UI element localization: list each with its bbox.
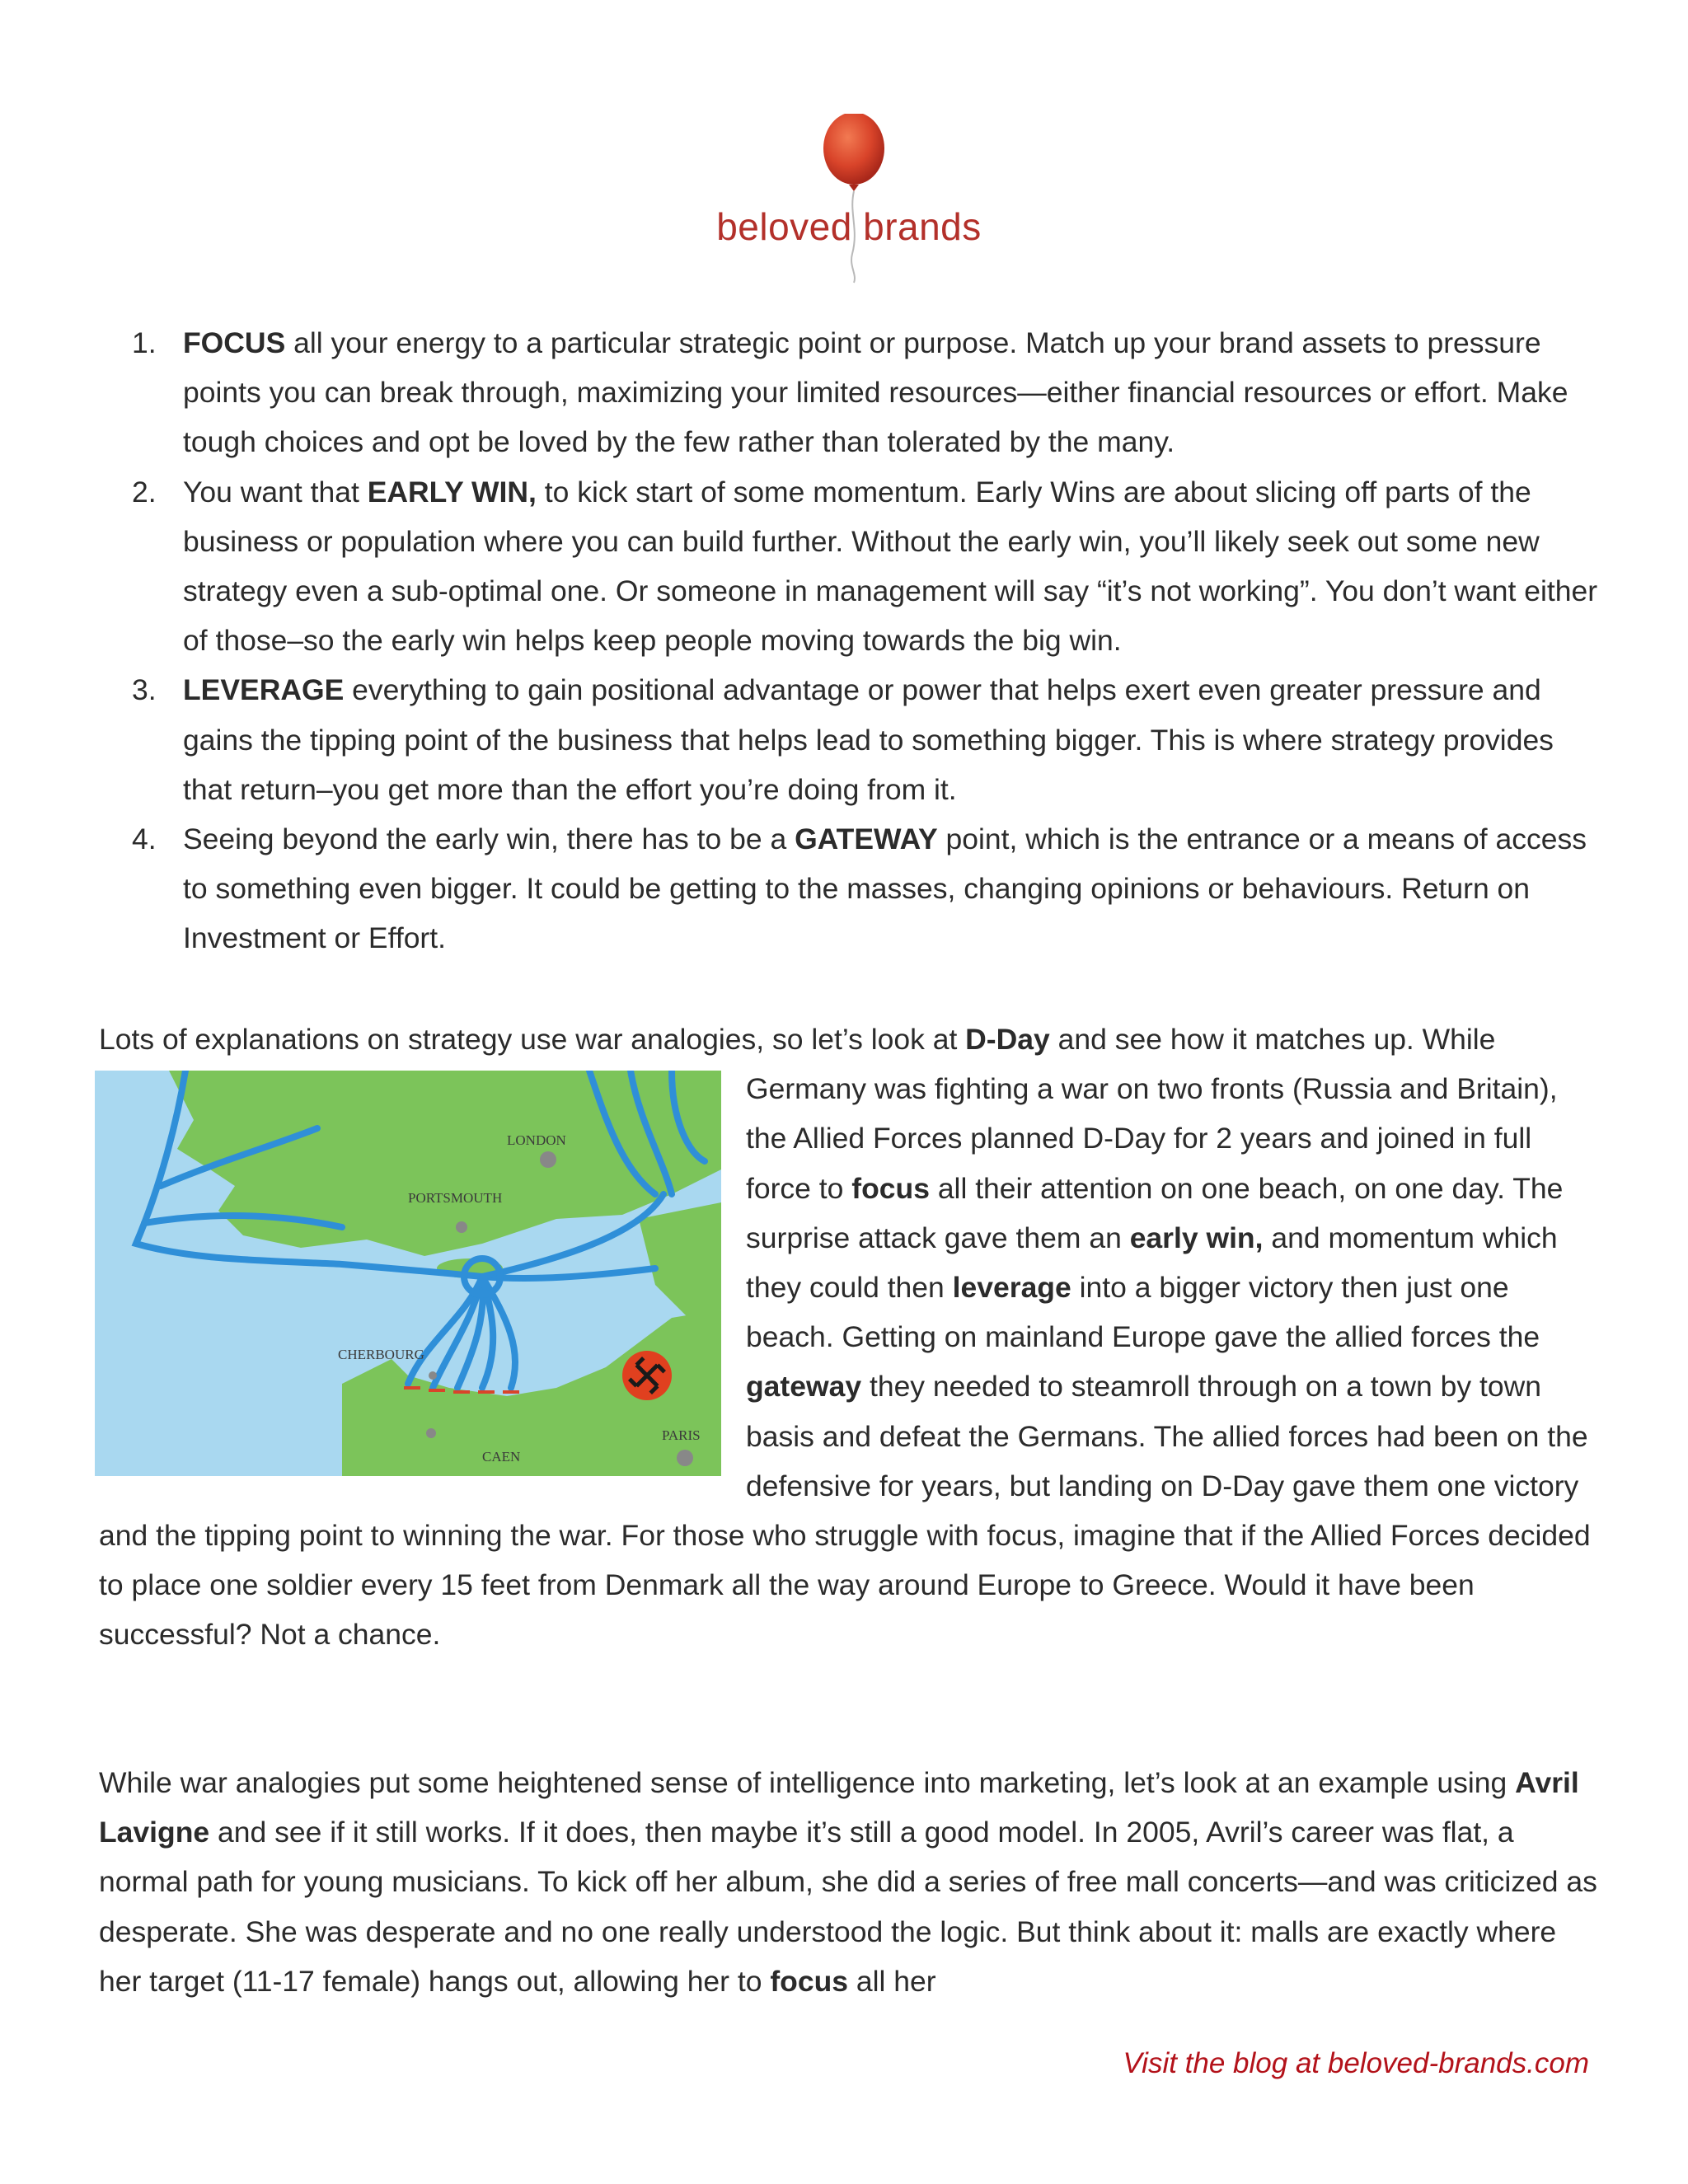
channel-island bbox=[351, 1394, 374, 1406]
list-item: 2. You want that EARLY WIN, to kick start of some momentum. Early Wins are about slicing off parts of the business or population where you can build further. Without the early win, you’ll likely seek out some new strategy even a sub-optimal one. Or someone in management will say “it’s not working”. You don’t want either of those–so the early win helps keep people moving towards the big win. bbox=[132, 475, 1598, 658]
blog-link[interactable]: Visit the blog at beloved-brands.com bbox=[1123, 2047, 1589, 2079]
dday-paragraph: Lots of explanations on strategy use war analogies, so let’s look at D-Day and see how it matches up. While LONDON PORTSMOUTH CHERBOURG CAEN PARIS Germany was fighting a war on two fronts (Russia and Britain), the Allied Forces planned D-Day for 2 years and joined in full force to focus all their attention on one beach, on one day. The surprise attack gave them an early win, and momentum which they could then leverage into a bigger victory then just one beach. Getting on mainland Europe gave the allied forces the gateway they needed to steamroll through on a town by town basis and defeat the Germans. The allied forces had been on the defensive for years, but landing on D-Day gave them one victory and the tipping point to winning the war. For those who struggle with focus, imagine that if the Allied Forces decided to place one soldier every 15 feet from Denmark all the way around Europe to Greece. Would it have been successful? Not a chance. bbox=[99, 1015, 1599, 1660]
list-item: 3. LEVERAGE everything to gain positional advantage or power that helps exert even greater pressure and gains the tipping point of the business that helps lead to something bigger. This is where strategy provides that return–you get more than the effort you’re doing from it. bbox=[132, 673, 1554, 806]
portsmouth-dot bbox=[456, 1221, 467, 1233]
london-dot bbox=[540, 1151, 556, 1168]
map-label-caen: CAEN bbox=[482, 1449, 521, 1465]
cherbourg-dot bbox=[429, 1371, 437, 1380]
list-item: 1. FOCUS all your energy to a particular strategic point or purpose. Match up your brand assets to pressure points you can break through, maximizing your limited resources—either financial resources or effort. Make tough choices and opt be loved by the few rather than tolerated by the many. bbox=[132, 326, 1568, 459]
strategy-list bbox=[132, 318, 1599, 963]
map-label-paris: PARIS bbox=[662, 1427, 701, 1444]
dday-body: Germany was fighting a war on two fronts (Russia and Britain), the Allied Forces planned D-Day for 2 years and joined in full force to focus all their attention on one beach, on one day. The surprise attack gave them an early win, and momentum which they could then leverage into a bigger victory then just one beach. Getting on mainland Europe gave the allied forces the gateway they needed to steamroll through on a town by town basis and defeat the Germans. The allied forces had been on the defensive for years, but landing on D-Day gave them one victory and the tipping point to winning the war. For those who struggle with focus, imagine that if the Allied Forces decided to place one soldier every 15 feet from Denmark all the way around Europe to Greece. Would it have been successful? Not a chance. bbox=[99, 1072, 1591, 1652]
caen-dot bbox=[426, 1428, 436, 1438]
list-item: 4. Seeing beyond the early win, there has to be a GATEWAY point, which is the entrance or a means of access to something even bigger. It could be getting to the masses, changing opinions or behaviours. Return on Investment or Effort. bbox=[132, 823, 1587, 955]
map-label-cherbourg: CHERBOURG bbox=[338, 1347, 424, 1363]
avril-paragraph: While war analogies put some heightened sense of intelligence into marketing, let’s look at an example using Avril Lavigne and see if it still works. If it does, then maybe it’s still a good model. In 2005, Avril’s career was flat, a normal path for young musicians. To kick off her album, she did a series of free mall concerts—and was criticized as desperate. She was desperate and no one really understood the logic. But think about it: malls are exactly where her target (11-17 female) hangs out, allowing her to focus all her bbox=[99, 1766, 1597, 1998]
beloved-brands-logo bbox=[709, 114, 989, 295]
normandy-map-image bbox=[95, 1071, 721, 1476]
dday-line1-end: and see how it matches up. While bbox=[1049, 1023, 1496, 1056]
german-emblem-icon bbox=[622, 1351, 672, 1400]
dday-map bbox=[95, 1071, 721, 1476]
map-label-london: LONDON bbox=[507, 1132, 566, 1149]
map-label-portsmouth: PORTSMOUTH bbox=[408, 1190, 503, 1207]
logo-text: beloved brands bbox=[716, 205, 982, 248]
channel-island bbox=[343, 1421, 358, 1429]
paris-dot bbox=[677, 1450, 693, 1466]
